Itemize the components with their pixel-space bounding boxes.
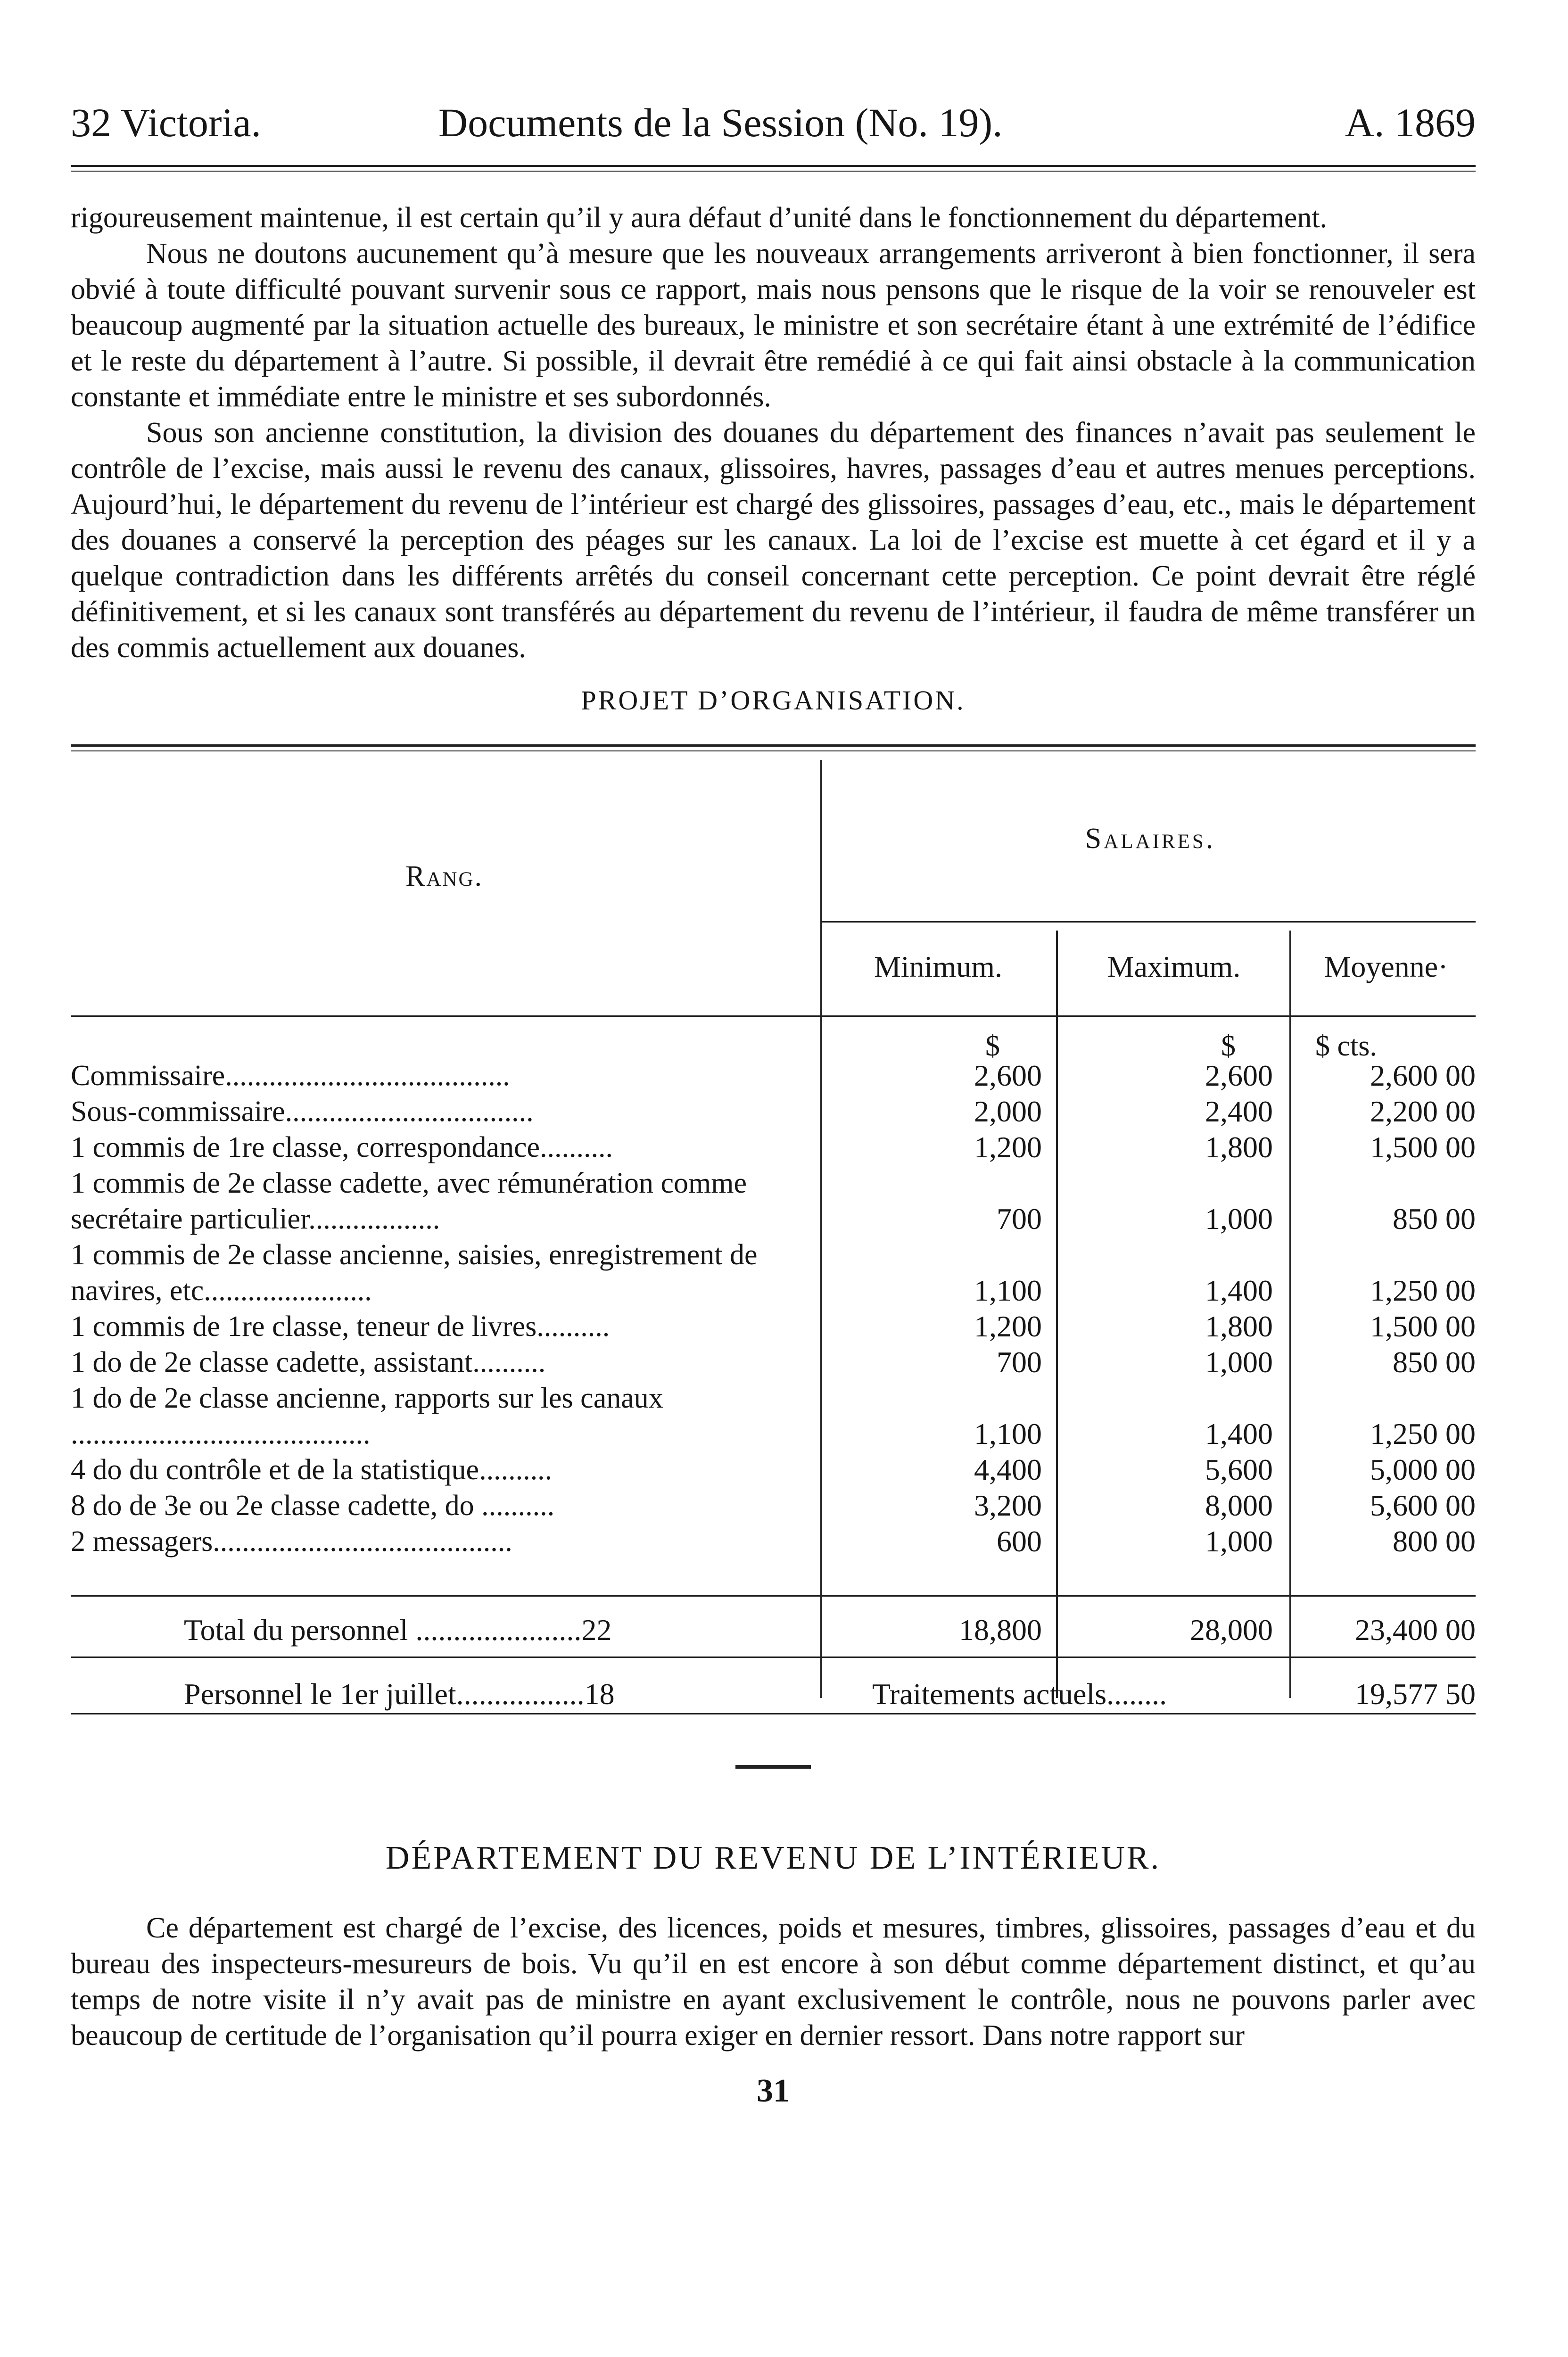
max-value: 1,000 — [1205, 1345, 1273, 1379]
moy-value: 1,500 00 — [1370, 1310, 1476, 1343]
traitements-label: Traitements actuels........ — [872, 1677, 1167, 1711]
max-value: 1,000 — [1205, 1525, 1273, 1558]
table-row — [71, 1488, 1476, 1524]
salaires-underline — [822, 921, 1476, 923]
unit-moy: $ cts. — [1315, 1030, 1377, 1062]
dept-paragraph: Ce département est chargé de l’excise, des licences, poids et mesures, timbres, glissoires, passages d’eau et du bureau des inspecteurs-mesureurs de bois. Vu qu’il en est encore à son début comme département distinct, et qu’au temps de notre visite il n’y avait pas de ministre en ayant exclusivement le contrôle, nous ne pouvons parler avec beaucoup de certitude de l’organisation qu’il pourra exiger en dernier ressort. Dans notre rapport sur — [71, 1912, 1476, 2052]
rank-label: 1 commis de 2e classe cadette, avec rémunération comme secrétaire particulier.................. — [71, 1167, 747, 1235]
max-value: 1,800 — [1205, 1310, 1273, 1343]
table-top-rule — [71, 744, 1476, 751]
salary-table — [71, 744, 1476, 1732]
max-value: 1,000 — [1205, 1202, 1273, 1236]
page-number: 31 — [757, 2073, 790, 2109]
paragraph-3: Sous son ancienne constitution, la division des douanes du département des finances n’avait pas seulement le contrôle de l’excise, mais aussi le revenu des canaux, glissoires, havres, passages d’eau et autres menues perceptions. Aujourd’hui, le département du revenu de l’intérieur est chargé des glissoires, passages d’eau, etc., mais le département des douanes a conservé la perception des péages sur les canaux. La loi de l’excise est muette à cet égard et il y a quelque contradiction dans les différents arrêtés du conseil concernant cette perception. Ce point devrait être réglé définitivement, et si les canaux sont transférés au département du revenu de l’intérieur, il faudra de même transférer un des commis actuellement aux douanes. — [71, 417, 1476, 664]
rang-header: Rang. — [405, 860, 483, 892]
total-min: 18,800 — [959, 1613, 1042, 1647]
min-value: 2,600 — [974, 1059, 1042, 1092]
max-value: 2,600 — [1205, 1059, 1273, 1092]
min-value: 4,400 — [974, 1453, 1042, 1486]
table-body — [71, 751, 1476, 1732]
max-value: 1,800 — [1205, 1130, 1273, 1164]
total-label: Total du personnel ......................22 — [184, 1613, 612, 1647]
traitements-value: 19,577 50 — [1355, 1677, 1476, 1711]
max-value: 1,400 — [1205, 1274, 1273, 1307]
min-value: 700 — [997, 1202, 1042, 1236]
running-header — [71, 90, 1476, 160]
total-bottom-rule — [71, 1656, 1476, 1658]
max-value: 8,000 — [1205, 1489, 1273, 1522]
min-value: 600 — [997, 1525, 1042, 1558]
moy-value: 850 00 — [1393, 1345, 1476, 1379]
max-value: 1,400 — [1205, 1417, 1273, 1450]
rank-label: 1 do de 2e classe ancienne, rapports sur les canaux ......................................... — [71, 1382, 663, 1450]
header-center: Documents de la Session (No. 19). — [438, 100, 1003, 145]
paragraph-1: rigoureusement maintenue, il est certain qu’il y aura défaut d’unité dans le fonctionnement du département. — [71, 202, 1328, 234]
table-row — [71, 1165, 1476, 1237]
minimum-header: Minimum. — [874, 950, 1003, 983]
rank-label: 1 commis de 1re classe, correspondance.......... — [71, 1131, 613, 1163]
moy-value: 800 00 — [1393, 1525, 1476, 1558]
table-row — [71, 1524, 1476, 1559]
table-row — [71, 1129, 1476, 1165]
rank-label: Commissaire....................................... — [71, 1060, 510, 1092]
rank-label: Sous-commissaire.................................. — [71, 1096, 534, 1128]
personnel-label: Personnel le 1er juillet.................18 — [184, 1677, 615, 1711]
moyenne-header: Moyenne· — [1324, 950, 1448, 983]
section-divider — [735, 1765, 811, 1769]
moy-value: 5,000 00 — [1370, 1453, 1476, 1486]
min-value: 1,200 — [974, 1130, 1042, 1164]
moy-value: 2,200 00 — [1370, 1095, 1476, 1128]
min-value: 2,000 — [974, 1095, 1042, 1128]
total-top-rule — [71, 1595, 1476, 1597]
rank-label: 1 commis de 1re classe, teneur de livres.......... — [71, 1310, 610, 1343]
moy-value: 1,250 00 — [1370, 1417, 1476, 1450]
header-right: A. 1869 — [1345, 100, 1476, 145]
moy-value: 1,500 00 — [1370, 1130, 1476, 1164]
min-value: 1,100 — [974, 1274, 1042, 1307]
table-row — [71, 1094, 1476, 1129]
table-row — [71, 1058, 1476, 1094]
total-row — [71, 1607, 1476, 1654]
min-value: 3,200 — [974, 1489, 1042, 1522]
rank-label: 1 do de 2e classe cadette, assistant.......... — [71, 1346, 546, 1378]
table-row — [71, 1380, 1476, 1452]
salaires-header: Salaires. — [1085, 823, 1216, 855]
max-value: 5,600 — [1205, 1453, 1273, 1486]
unit-min: $ — [985, 1030, 1000, 1062]
project-title: PROJET D’ORGANISATION. — [581, 685, 966, 716]
header-left: 32 Victoria. — [71, 100, 262, 145]
paragraph-2: Nous ne doutons aucunement qu’à mesure que les nouveaux arrangements arriveront à bien fonctionner, il sera obvié à toute difficulté pouvant survenir sous ce rapport, mais nous pensons que le risque de la voir se renouveler est beaucoup augmenté par la situation actuelle des bureaux, le ministre et son secrétaire étant à une extrémité de l’édifice et le reste du département à l’autre. Si possible, il devrait être remédié à ce qui fait ainsi obstacle à la communication constante et immédiate entre le ministre et ses subordonnés. — [71, 238, 1476, 413]
maximum-header: Maximum. — [1107, 950, 1241, 983]
min-value: 700 — [997, 1345, 1042, 1379]
rank-label: 4 do du contrôle et de la statistique.......... — [71, 1454, 553, 1486]
unit-max: $ — [1221, 1030, 1236, 1062]
moy-value: 5,600 00 — [1370, 1489, 1476, 1522]
min-value: 1,100 — [974, 1417, 1042, 1450]
rank-label: 2 messagers......................................... — [71, 1525, 512, 1558]
page — [71, 90, 1476, 2110]
rank-label: 1 commis de 2e classe ancienne, saisies, enregistrement de navires, etc....................... — [71, 1239, 758, 1307]
moy-value: 2,600 00 — [1370, 1059, 1476, 1092]
moy-value: 850 00 — [1393, 1202, 1476, 1236]
personnel-row — [71, 1673, 1476, 1720]
moy-value: 1,250 00 — [1370, 1274, 1476, 1307]
header-bottom-rule — [71, 1015, 1476, 1017]
intro-text — [71, 200, 1476, 666]
table-row — [71, 1309, 1476, 1344]
min-value: 1,200 — [974, 1310, 1042, 1343]
header-rule — [71, 165, 1476, 172]
table-row — [71, 1452, 1476, 1488]
rank-label: 8 do de 3e ou 2e classe cadette, do .......... — [71, 1490, 555, 1522]
table-row — [71, 1237, 1476, 1309]
table-rows — [71, 1058, 1476, 1559]
table-row — [71, 1344, 1476, 1380]
dept-title: DÉPARTEMENT DU REVENU DE L’INTÉRIEUR. — [385, 1840, 1161, 1876]
total-moy: 23,400 00 — [1355, 1613, 1476, 1647]
total-max: 28,000 — [1190, 1613, 1273, 1647]
max-value: 2,400 — [1205, 1095, 1273, 1128]
